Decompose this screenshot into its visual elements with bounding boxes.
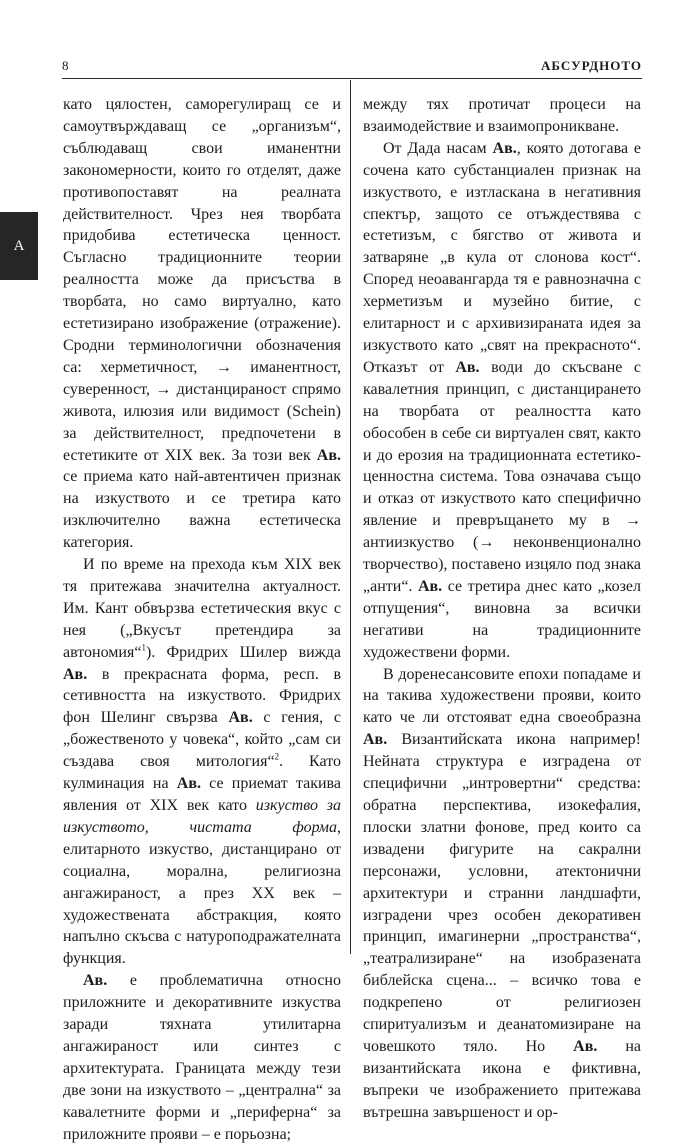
running-head: АБСУРДНОТО <box>541 58 642 73</box>
text-run: като цялостен, саморегулиращ се и самоутвърждаващ се „организъм“, съблюдаващ свои иманентни закономерности, които го отделят, даже противопоставят на реалната действителност. Чрез нея творбата придобива естетическа ценност. Съгласно традиционните теории реалността може да присъства в творбата, но само виртуално, като естетизирано изображение (отражение). Сродни терминологични обозначения са: херметичност, → иманентност, суверенност, → дистанцираност спрямо живота, илюзия или видимост (Schein) за действителност, предпочетени в естетиките от XIX век. За този век <box>63 96 341 464</box>
paragraph <box>63 94 341 554</box>
entry-abbreviation: Ав. <box>573 1037 598 1055</box>
text-run: на византийската икона е фиктивна, въпреки че изображението притежава вътрешна завършеност и ор- <box>363 1037 642 1121</box>
entry-abbreviation: Ав. <box>176 775 201 793</box>
paragraph <box>363 94 641 138</box>
text-run: в прекрасната форма, респ. в сетивността на изкуството. Фридрих фон Шелинг свързва <box>63 665 341 727</box>
text-run: , елитарното изкуство, дистанцирано от социална, морална, религиозна ангажираност, а през XX век – художествената абстракция, която напълно скъсва с натуроподражателната функция. <box>63 818 341 968</box>
entry-abbreviation: Ав. <box>455 358 480 376</box>
text-run: между тях протичат процеси на взаимодействие и взаимопроникване. <box>363 96 641 135</box>
page-header <box>62 58 642 80</box>
paragraph <box>363 138 641 664</box>
footnote-marker: 1 <box>141 642 146 653</box>
text-run: се третира днес като „козел отпущения“, виновна за всички негативи на традиционните художествени форми. <box>363 577 641 661</box>
entry-abbreviation: Ав. <box>316 446 341 464</box>
text-run: Византийската икона например! Нейната структура е изградена от специфични „интровертни“ средства: обратна перспектива, изокефалия, плоски златни фонове, пред които са извадени фигурите на сакрални персонажи, условни, атектонични архитектури и странни ландшафти, изградени чрез особен декоративен принцип, имагинерни „пространства“, „театрализиране“ на изобразената библейска сцена... – всичко това е подкрепено от религиозен спиритуализъм и деанатомизиране на човешкото тяло. Но <box>363 731 641 1055</box>
text-run: . Като кулминация на <box>63 753 341 793</box>
paragraph <box>63 970 341 1145</box>
paragraph <box>363 664 641 1124</box>
text-run: В доренесансовите епохи попадаме и на такива художествени прояви, които като че ли отстояват една своеобразна <box>363 665 641 727</box>
column-divider <box>350 80 351 954</box>
italic-phrase: изкуство за изкуството, чистата форма <box>63 797 341 836</box>
text-run: с гения, с „божественото у човека“, който „сам си създава своя митология“ <box>63 709 341 771</box>
entry-abbreviation: Ав. <box>417 577 443 595</box>
entry-abbreviation: Ав. <box>63 665 88 683</box>
text-run: , която дотогава е сочена като субстанциален признак на изкуството, е изтласкана в негативния спектър, защото се отъждествява с естетизъм, с бягство от живота и затваряне „в кула от слонова кост“. Според неоавангарда тя е равнозначна с херметизъм и музейно битие, с елитарност и с архивизираната идея за изкуството като „свят на прекрасното“. Отказът от <box>363 139 641 376</box>
entry-abbreviation: Ав. <box>492 139 517 157</box>
entry-abbreviation: Ав. <box>363 731 388 749</box>
text-run: води до скъсване с кавалетния принцип, с дистанцирането на творбата от реалността като обособен в себе си виртуален свят, както и до ерозия на традиционната естетико-ценностна система. Това означава също и отказ от изкуството като специфично явление и превръщането му в → антиизкуство (→ неконвенционално творчество), поставено изцяло под знака „анти“. <box>363 358 641 595</box>
header-rule <box>62 78 642 79</box>
thumb-index-tab <box>0 212 38 280</box>
page-number: 8 <box>62 58 69 73</box>
text-run: се приемат такива явления от XIX век като <box>63 775 342 814</box>
entry-abbreviation: Ав. <box>83 972 108 990</box>
entry-abbreviation: Ав. <box>228 709 253 727</box>
text-run: е проблематична относно приложните и декоративните изкуства заради тяхната утилитарна ангажираност или синтез с архитектурата. Границата между тези две зони на изкуството – „централна“ за кавалетните форми и „периферна“ за приложните прояви – е порьозна; <box>63 972 341 1143</box>
text-run: И по време на прехода към XIX век тя притежава значителна актуалност. Им. Кант обвързва естетическия вкус с нея („Вкусът претендира за автономия“ <box>63 556 341 661</box>
footnote-marker: 2 <box>274 751 280 762</box>
text-run: ). Фридрих Шилер вижда <box>145 643 341 661</box>
paragraph <box>63 554 341 970</box>
text-run: От Дада насам <box>383 139 493 157</box>
text-run: се приема като най-автентичен признак на изкуството и се третира като изключително важна естетическа категория. <box>63 468 341 552</box>
thumb-index-letter: А <box>13 237 25 254</box>
right-column <box>363 94 641 1124</box>
left-column <box>63 94 341 1146</box>
